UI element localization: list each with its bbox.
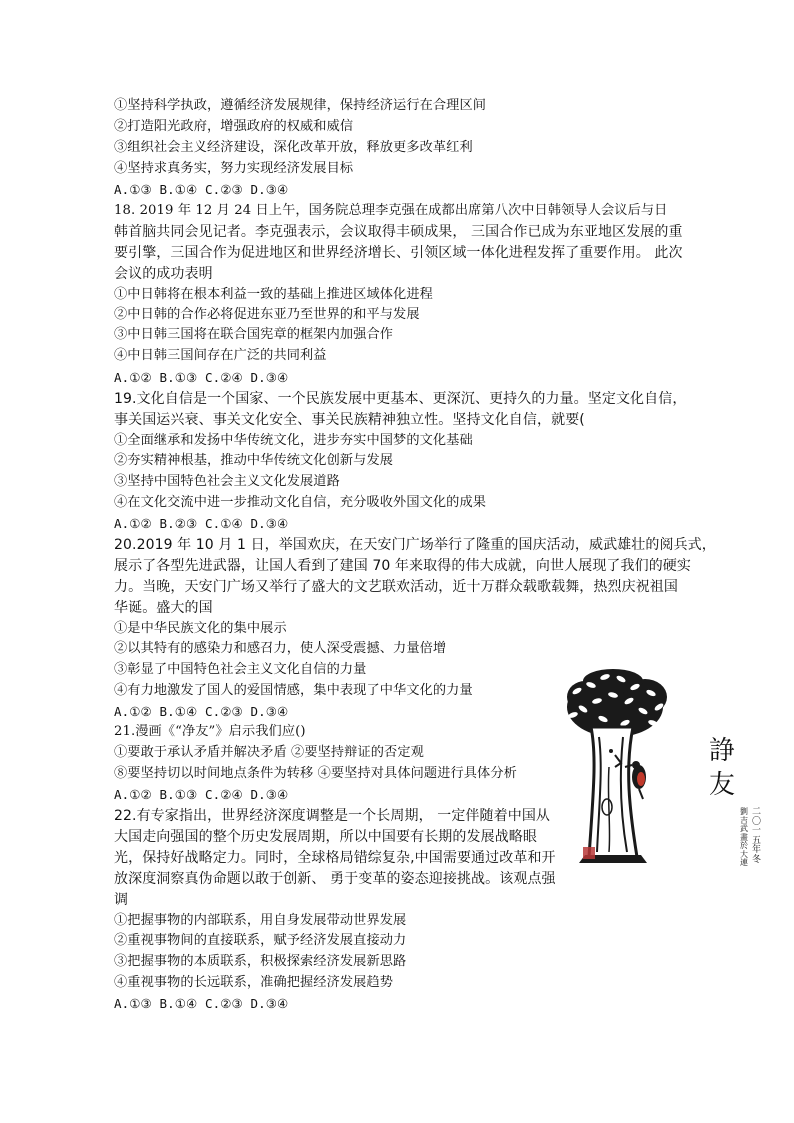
question-18-stem: 会议的成功表明: [114, 266, 213, 282]
option-line: ③组织社会主义经济建设，深化改革开放，释放更多改革红利: [114, 140, 473, 155]
option-line: ③彰显了中国特色社会主义文化自信的力量: [114, 662, 367, 677]
cartoon-zhengyou-illustration: [563, 667, 677, 869]
option-line: ①全面继承和发扬中华传统文化，进步夯实中国梦的文化基础: [114, 433, 473, 448]
cartoon-inscription: 劉吉武畫於大連: [740, 807, 748, 867]
option-line: ①坚持科学执政，遵循经济发展规律，保持经济运行在合理区间: [114, 98, 487, 113]
answer-choices: A.①③ B.①④ C.②③ D.③④: [114, 182, 289, 197]
option-line: ④重视事物的长远联系，准确把握经济发展趋势: [114, 975, 394, 990]
option-line: ①把握事物的内部联系，用自身发展带动世界发展: [114, 913, 407, 928]
question-19-stem: 19.文化自信是一个国家、一个民族发展中更基本、更深沉、更持久的力量。坚定文化自信，: [114, 391, 687, 407]
tree-trunk: [589, 727, 637, 857]
question-20-stem: 力。当晚，天安门广场又举行了盛大的文艺联欢活动，近十万群众载歌载舞，热烈庆祝祖国: [114, 579, 678, 595]
option-line: ②以其特有的感染力和感召力，使人深受震撼、力量倍增: [114, 641, 447, 656]
question-22-stem: 光，保持好战略定力。同时，全球格局错综复杂,中国需要通过改革和开: [114, 850, 556, 866]
option-line: ③把握事物的本质联系，积极探索经济发展新思路: [114, 954, 407, 969]
answer-choices: A.①② B.①④ C.②③ D.③④: [114, 704, 289, 719]
cartoon-inscription: 二〇一五年冬: [752, 807, 762, 865]
question-20-stem: 华诞。盛大的国: [114, 600, 213, 616]
option-line: ②中日韩的合作必将促进东亚乃至世界的和平与发展: [114, 307, 420, 322]
question-22-stem: 放深度洞察真伪命题以敢于创新、 勇于变革的姿态迎接挑战。该观点强: [114, 871, 556, 887]
option-line: ③坚持中国特色社会主义文化发展道路: [114, 474, 340, 489]
answer-choices: A.①② B.①③ C.②④ D.③④: [114, 787, 289, 802]
seal-stamp: [583, 847, 595, 859]
option-line: ②打造阳光政府，增强政府的权威和威信: [114, 119, 354, 134]
option-line: ②重视事物间的直接联系，赋予经济发展直接动力: [114, 933, 407, 948]
question-22-stem: 大国走向强国的整个历史发展周期，所以中国要有长期的发展战略眼: [114, 829, 537, 845]
cartoon-title: [704, 734, 740, 802]
answer-choices: A.①② B.①③ C.②④ D.③④: [114, 370, 289, 385]
question-22-stem: 调: [114, 892, 129, 908]
option-line: ③中日韩三国将在联合国宪章的框架内加强合作: [114, 327, 394, 342]
option-line: ②夯实精神根基，推动中华传统文化创新与发展: [114, 453, 394, 468]
option-line: ④有力地激发了国人的爱国情感，集中表现了中华文化的力量: [114, 683, 473, 698]
option-line: ④坚持求真务实，努力实现经济发展目标: [114, 161, 354, 176]
question-18-stem: 韩首脑共同会见记者。李克强表示，会议取得丰硕成果， 三国合作已成为东亚地区发展的重: [114, 224, 683, 240]
question-18-stem: 要引擎，三国合作为促进地区和世界经济增长、引领区域一体化进程发挥了重要作用。 此次: [114, 245, 683, 261]
question-19-stem: 事关国运兴衰、事关文化安全、事关民族精神独立性。坚持文化自信，就要(: [114, 412, 585, 428]
cartoon-title-char: 諍: [708, 736, 735, 766]
option-line: ④在文化交流中进一步推动文化自信，充分吸收外国文化的成果: [114, 495, 487, 510]
option-line: ①要敢于承认矛盾并解决矛盾 ②要坚持辩证的否定观: [114, 745, 424, 760]
answer-choices: A.①③ B.①④ C.②③ D.③④: [114, 996, 289, 1011]
option-line: ①是中华民族文化的集中展示: [114, 621, 287, 636]
question-21-stem: 21.漫画《“净友”》启示我们应(): [114, 724, 306, 739]
question-20-stem: 展示了各型先进武器，让国人看到了建国 70 年来取得的伟大成就，向世人展现了我们的硬实: [114, 558, 692, 574]
option-line: ①中日韩将在根本利益一致的基础上推进区域体化进程: [114, 287, 433, 302]
question-20-stem: 20.2019 年 10 月 1 日，举国欢庆，在天安门广场举行了隆重的国庆活动，威武雄壮的阅兵式，: [114, 537, 716, 553]
question-18-stem: 18. 2019 年 12 月 24 日上午，国务院总理李克强在成都出席第八次中日韩领导人会议后与日: [114, 203, 668, 218]
question-22-stem: 22.有专家指出，世界经济深度调整是一个长周期， 一定伴随着中国从: [114, 808, 551, 824]
answer-choices: A.①② B.②③ C.①④ D.③④: [114, 516, 289, 531]
option-line: ④中日韩三国间存在广泛的共同利益: [114, 348, 327, 363]
option-line: ⑧要坚持切以时间地点条件为转移 ④要坚持对具体问题进行具体分析: [114, 766, 517, 781]
cartoon-title-char: 友: [708, 770, 735, 800]
